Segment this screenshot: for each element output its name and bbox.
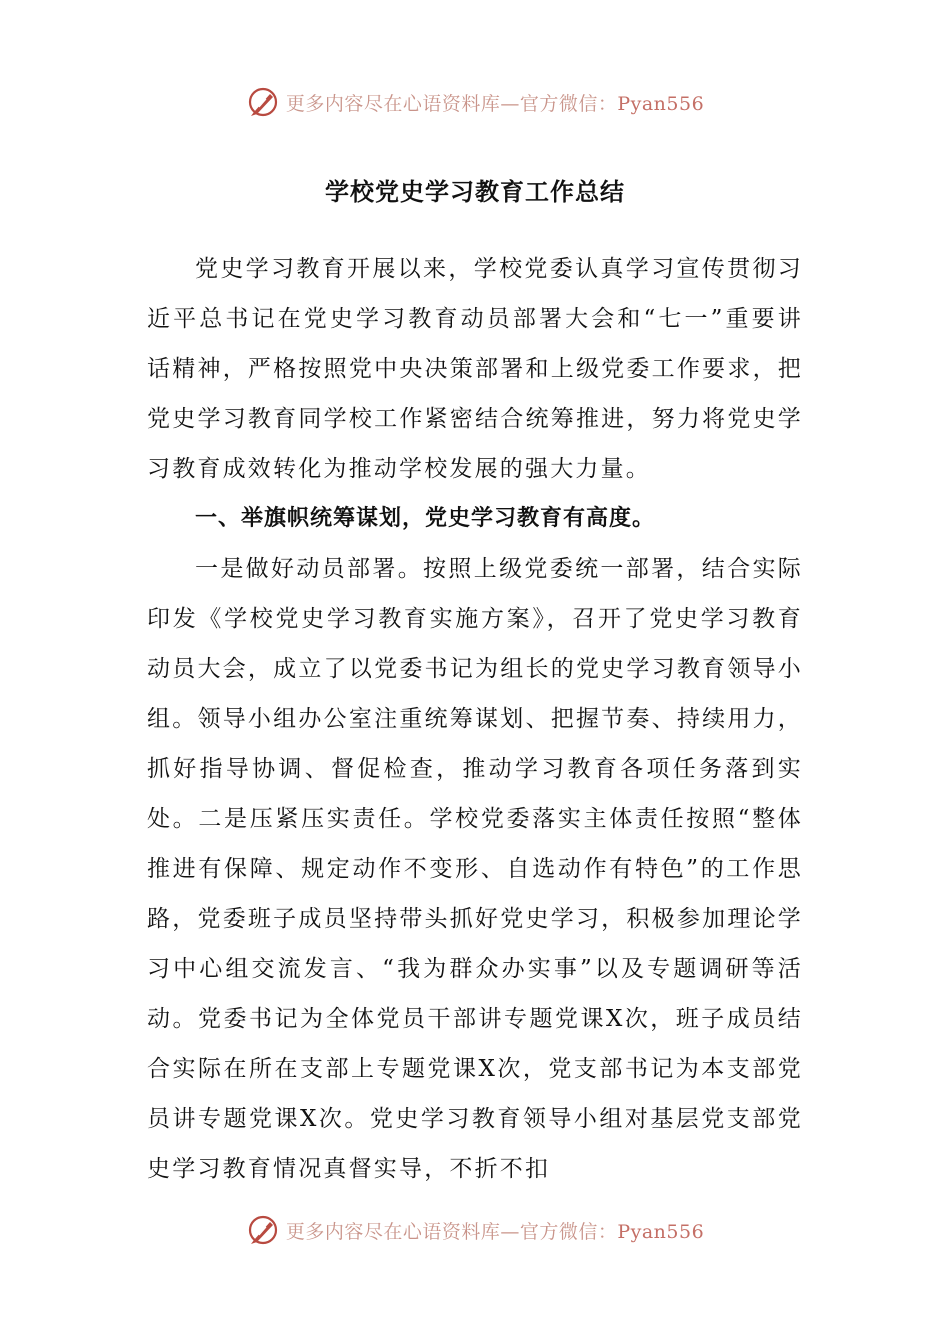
quill-pen-logo-icon (246, 1213, 280, 1247)
section-heading: 一、举旗帜统筹谋划，党史学习教育有高度。 (195, 506, 656, 531)
document-body (147, 244, 803, 1194)
banner-text: 更多内容尽在心语资料库—官方微信：Pyan556 (285, 1220, 705, 1243)
page-title: 学校党史学习教育工作总结 (325, 178, 625, 206)
intro-paragraph: 党史学习教育开展以来，学校党委认真学习宣传贯彻习近平总书记在党史学习教育动员部署大会和“七一”重要讲话精神，严格按照党中央决策部署和上级党委工作要求，把党史学习教育同学校工作紧密结合统筹推进，努力将党史学习教育成效转化为推动学校发展的强大力量。 (147, 256, 803, 482)
header-watermark-banner (0, 82, 950, 122)
wechat-id: Pyan556 (617, 1220, 705, 1243)
wechat-id: Pyan556 (617, 92, 705, 115)
section-paragraph: 一是做好动员部署。按照上级党委统一部署，结合实际印发《学校党史学习教育实施方案》，召开了党史学习教育动员大会，成立了以党委书记为组长的党史学习教育领导小组。领导小组办公室注重统筹谋划、把握节奏、持续用力，抓好指导协调、督促检查，推动学习教育各项任务落到实处。二是压紧压实责任。学校党委落实主体责任按照“整体推进有保障、规定动作不变形、自选动作有特色”的工作思路，党委班子成员坚持带头抓好党史学习，积极参加理论学习中心组交流发言、“我为群众办实事”以及专题调研等活动。党委书记为全体党员干部讲专题党课X次，班子成员结合实际在所在支部上专题党课X次，党支部书记为本支部党员讲专题党课X次。党史学习教育领导小组对基层党支部党史学习教育情况真督实导，不折不扣 (147, 556, 803, 1182)
quill-pen-logo-icon (246, 85, 280, 119)
banner-text: 更多内容尽在心语资料库—官方微信：Pyan556 (285, 92, 705, 115)
footer-watermark-banner (0, 1210, 950, 1250)
